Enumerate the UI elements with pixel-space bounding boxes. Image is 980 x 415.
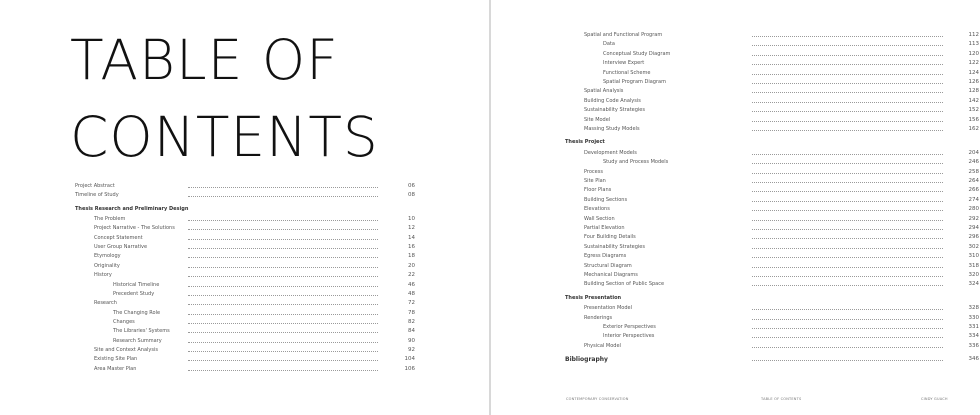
toc-entry-label: Sustainability Strategies (584, 243, 645, 250)
toc-entry-label: Project Narrative - The Solutions (94, 225, 175, 232)
toc-entry-label: Precedent Study (113, 290, 155, 297)
toc-page-number: 84 (408, 328, 415, 335)
toc-page-number: 106 (404, 365, 415, 372)
toc-page-number: 274 (968, 196, 979, 203)
toc-entry-label: Wall Section (584, 215, 615, 222)
toc-dot-leader (752, 163, 943, 164)
toc-page-number: 48 (408, 290, 415, 297)
toc-entry-label: Building Sections (584, 196, 628, 203)
toc-page-number: 14 (408, 234, 415, 241)
toc-page-number: 22 (408, 272, 415, 279)
toc-dot-leader (188, 295, 378, 296)
toc-page-number: 20 (408, 262, 415, 269)
toc-page-number: 294 (968, 225, 979, 231)
toc-entry-label: Data (603, 41, 615, 48)
toc-entry-label: Spatial and Functional Program (584, 32, 663, 38)
toc-page-number: 18 (408, 253, 415, 260)
toc-entry-label: Research Summary (113, 337, 162, 344)
toc-page-number: 162 (968, 126, 979, 132)
toc-entry-label: Site Plan (584, 178, 606, 184)
toc-entry-label: Building Code Analysis (584, 97, 641, 104)
toc-page-number: 302 (968, 243, 979, 250)
toc-entry-label: Four Building Details (584, 234, 636, 241)
toc-page-number: 152 (968, 107, 979, 114)
toc-entry-label: Building Section of Public Space (584, 281, 665, 288)
toc-dot-leader (752, 182, 943, 183)
toc-page-number: 124 (968, 69, 979, 76)
toc-dot-leader (188, 286, 378, 287)
toc-dot-leader (188, 229, 378, 230)
toc-entry-label: Interior Perspectives (603, 333, 655, 340)
toc-dot-leader (752, 173, 943, 174)
toc-page-number: 10 (408, 216, 415, 223)
toc-dot-leader (752, 309, 943, 310)
toc-entry-label: Structural Diagram (584, 262, 632, 269)
left-page (0, 0, 489, 415)
toc-dot-leader (752, 201, 943, 202)
toc-entry-label: Process (584, 168, 603, 175)
toc-dot-leader (752, 64, 943, 65)
toc-dot-leader (188, 248, 378, 249)
toc-page-number: 06 (408, 183, 415, 189)
toc-entry-label: Interview Expert (603, 60, 645, 67)
toc-entry-label: Renderings (584, 314, 613, 321)
toc-dot-leader (752, 130, 943, 131)
toc-entry-label: Bibliography (565, 356, 608, 364)
toc-entry-label: User Group Narrative (94, 244, 148, 251)
toc-entry-label: History (94, 272, 112, 279)
toc-entry-label: Research (94, 300, 117, 307)
toc-dot-leader (752, 285, 943, 286)
toc-dot-leader (752, 210, 943, 211)
toc-dot-leader (188, 267, 378, 268)
toc-dot-leader (752, 55, 943, 56)
toc-entry-label: Thesis Project (565, 139, 605, 146)
toc-dot-leader (752, 220, 943, 221)
toc-page-number: 128 (968, 88, 979, 95)
toc-dot-leader (188, 239, 378, 240)
toc-page-number: 142 (968, 97, 979, 104)
toc-entry-label: Spatial Analysis (584, 88, 624, 95)
toc-page-number: 204 (968, 149, 979, 156)
footer-left: CONTEMPORARY CONSERVATION (566, 397, 629, 401)
toc-entry-label: Elevations (584, 206, 610, 213)
toc-entry-label: The Libraries' Systems (113, 328, 170, 335)
toc-entry-label: Sustainability Strategies (584, 107, 645, 114)
toc-dot-leader (752, 267, 943, 268)
toc-dot-leader (752, 92, 943, 93)
toc-dot-leader (188, 360, 378, 361)
toc-entry-label: The Changing Role (113, 309, 161, 316)
toc-dot-leader (752, 121, 943, 122)
toc-page-number: 104 (404, 356, 415, 363)
toc-page-number: 292 (968, 215, 979, 222)
toc-page-number: 324 (968, 281, 979, 288)
toc-dot-leader (188, 323, 378, 324)
toc-entry-label: Floor Plans (584, 187, 612, 194)
toc-page-number: 120 (968, 50, 979, 57)
toc-dot-leader (752, 276, 943, 277)
toc-page-number: 258 (968, 168, 979, 175)
toc-page-number: 264 (968, 178, 979, 184)
toc-entry-label: Development Models (584, 149, 637, 156)
toc-dot-leader (752, 328, 943, 329)
toc-entry-label: Functional Scheme (603, 69, 651, 76)
toc-page-number: 246 (968, 159, 979, 166)
toc-dot-leader (752, 154, 943, 155)
toc-page-number: 126 (968, 79, 979, 85)
toc-dot-leader (752, 248, 943, 249)
toc-entry-label: Egress Diagrams (584, 253, 627, 260)
toc-dot-leader (188, 304, 378, 305)
toc-entry-label: Thesis Presentation (565, 294, 622, 301)
toc-entry-label: Spatial Program Diagram (603, 79, 666, 85)
toc-page-number: 328 (968, 305, 979, 312)
toc-page-number: 346 (968, 356, 979, 363)
toc-page-number: 318 (968, 262, 979, 269)
toc-entry-label: Historical Timeline (113, 281, 160, 288)
toc-dot-leader (752, 238, 943, 239)
page-title-line-2: CONTENTS (70, 105, 379, 169)
toc-entry-label: Study and Process Models (603, 159, 669, 166)
toc-page-number: 113 (968, 41, 979, 48)
toc-dot-leader (752, 191, 943, 192)
toc-page-number: 156 (968, 116, 979, 123)
toc-page-number: 08 (408, 192, 415, 199)
toc-dot-leader (188, 220, 378, 221)
toc-page-number: 82 (408, 318, 415, 325)
page-title-line-1: TABLE OF (70, 28, 339, 92)
toc-page-number: 122 (968, 60, 979, 67)
toc-dot-leader (188, 351, 378, 352)
toc-dot-leader (752, 83, 943, 84)
toc-dot-leader (752, 36, 943, 37)
toc-entry-label: Exterior Perspectives (603, 324, 656, 330)
toc-dot-leader (752, 347, 943, 348)
toc-page-number: 46 (408, 281, 415, 288)
toc-page-number: 330 (968, 314, 979, 321)
toc-page-number: 112 (968, 32, 979, 38)
toc-dot-leader (188, 276, 378, 277)
toc-page-number: 336 (968, 342, 979, 349)
toc-dot-leader (752, 319, 943, 320)
toc-entry-label: Area Master Plan (94, 365, 137, 372)
toc-dot-leader (188, 314, 378, 315)
toc-page-number: 296 (968, 234, 979, 241)
toc-page-number: 16 (408, 244, 415, 251)
toc-dot-leader (752, 74, 943, 75)
toc-page-number: 280 (968, 206, 979, 213)
toc-entry-label: Mechanical Diagrams (584, 272, 638, 278)
toc-page-number: 334 (968, 333, 979, 340)
toc-page-number: 12 (408, 225, 415, 232)
toc-page-number: 78 (408, 309, 415, 316)
toc-entry-label: Partial Elevation (584, 225, 625, 231)
toc-entry-label: Originality (94, 262, 120, 269)
toc-page-number: 90 (408, 337, 415, 344)
toc-dot-leader (752, 229, 943, 230)
toc-entry-label: Presentation Model (584, 305, 633, 312)
toc-entry-label: Thesis Research and Preliminary Design (75, 205, 189, 212)
toc-entry-label: Conceptual Study Diagram (603, 50, 671, 57)
toc-page-number: 92 (408, 346, 415, 353)
toc-dot-leader (188, 342, 378, 343)
toc-page-number: 331 (968, 324, 979, 330)
footer-center: TABLE OF CONTENTS (761, 397, 802, 401)
toc-entry-label: Project Abstract (75, 183, 115, 189)
toc-entry-label: Timeline of Study (75, 192, 119, 199)
toc-page-number: 72 (408, 300, 415, 307)
toc-entry-label: Concept Statement (94, 234, 143, 241)
toc-entry-label: The Problem (94, 216, 126, 223)
toc-dot-leader (188, 370, 378, 371)
toc-entry-label: Site Model (584, 116, 611, 123)
toc-entry-label: Changes (113, 318, 135, 325)
toc-dot-leader (188, 257, 378, 258)
toc-page-number: 310 (968, 253, 979, 260)
toc-dot-leader (188, 332, 378, 333)
toc-dot-leader (752, 102, 943, 103)
toc-dot-leader (752, 111, 943, 112)
toc-entry-label: Site and Context Analysis (94, 346, 158, 353)
right-page (491, 0, 980, 415)
toc-dot-leader (752, 360, 943, 361)
toc-dot-leader (752, 45, 943, 46)
toc-dot-leader (188, 196, 378, 197)
toc-entry-label: Etymology (94, 253, 121, 260)
toc-page-number: 320 (968, 272, 979, 278)
toc-dot-leader (752, 257, 943, 258)
toc-dot-leader (752, 337, 943, 338)
toc-dot-leader (188, 187, 378, 188)
toc-entry-label: Physical Model (584, 342, 621, 349)
footer-right: CINDY GUACH (921, 397, 948, 401)
toc-entry-label: Massing Study Models (584, 126, 640, 132)
toc-page-number: 266 (968, 187, 979, 194)
toc-entry-label: Existing Site Plan (94, 356, 138, 363)
